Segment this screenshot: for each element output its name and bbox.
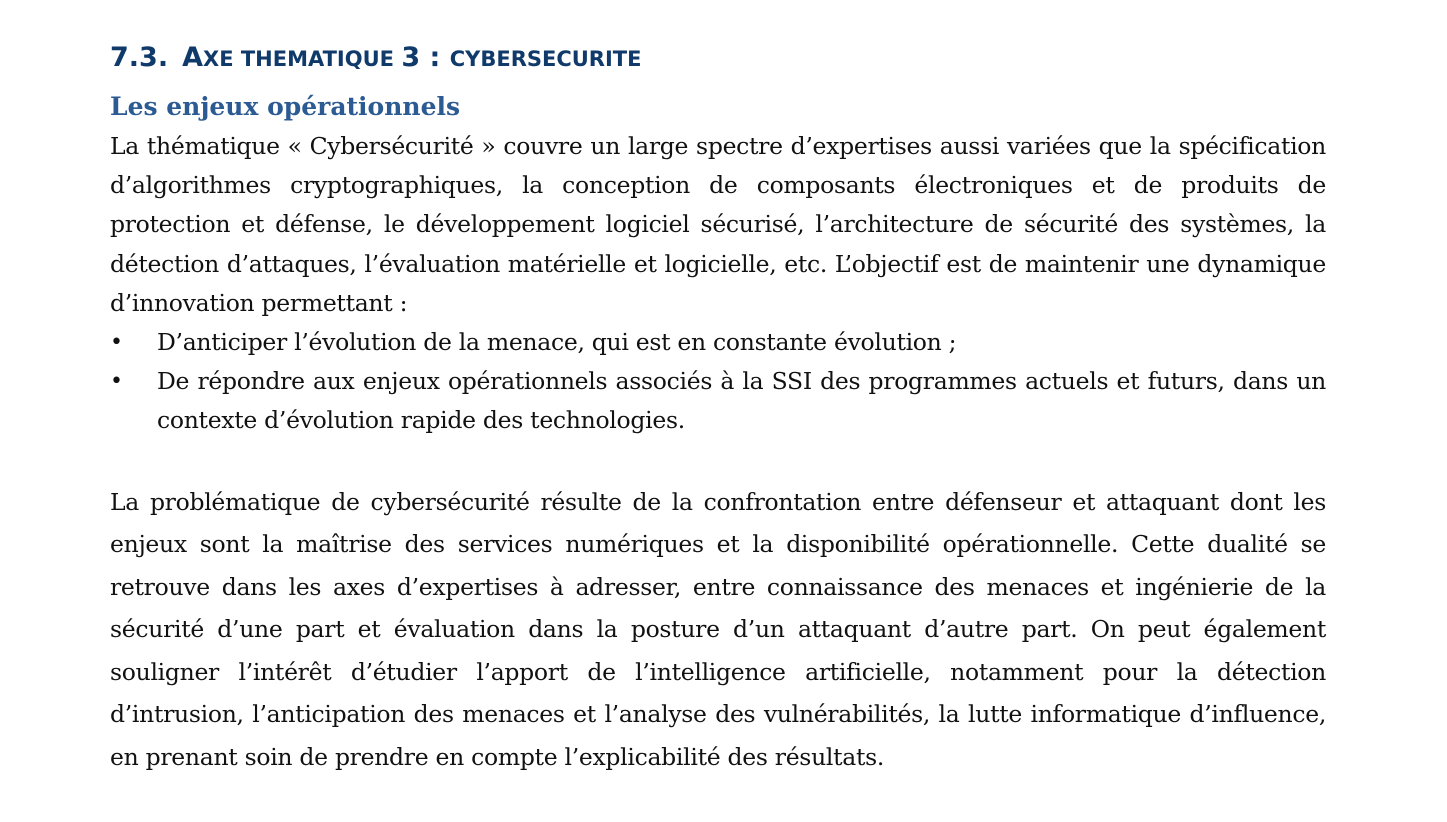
section-heading xyxy=(110,40,1326,76)
bullet-text: D’anticiper l’évolution de la menace, qui est en constante évolution ; xyxy=(157,328,957,357)
bullet-list xyxy=(110,323,1326,441)
bullet-icon: • xyxy=(110,369,123,395)
bullet-text: De répondre aux enjeux opérationnels associés à la SSI des programmes actuels et futurs, dans un contexte d’évolution rapide des technologies. xyxy=(157,367,1326,435)
paragraph-problematique: La problématique de cybersécurité résulte de la confrontation entre défenseur et attaquant dont les enjeux sont la maîtrise des services numériques et la disponibilité opérationnelle. Cette dualité se retrouve dans les axes d’expertises à adresser, entre connaissance des menaces et ingénierie de la sécurité d’une part et évaluation dans la posture d’un attaquant d’autre part. On peut également souligner l’intérêt d’étudier l’apport de l’intelligence artificielle, notamment pour la détection d’intrusion, l’anticipation des menaces et l’analyse des vulnérabilités, la lutte informatique d’influence, en prenant soin de prendre en compte l’explicabilité des résultats. xyxy=(110,487,1326,771)
subheading: Les enjeux opérationnels xyxy=(110,92,461,121)
document-page xyxy=(110,40,1326,778)
section-number: 7.3. xyxy=(110,42,169,73)
section-title-part: XE THEMATIQUE xyxy=(203,47,402,71)
section-title-end: CYBERSECURITE xyxy=(449,47,642,71)
bullet-item xyxy=(110,323,1326,362)
paragraph-intro: La thématique « Cybersécurité » couvre un large spectre d’expertises aussi variées que la spécification d’algorithmes cryptographiques, la conception de composants électroniques et de produits de protection et défense, le développement logiciel sécurisé, l’architecture de sécurité des systèmes, la détection d’attaques, l’évaluation matérielle et logicielle, etc. L’objectif est de maintenir une dynamique d’innovation permettant : xyxy=(110,132,1326,317)
section-title-initial: A xyxy=(182,42,203,73)
section-title-number: 3 xyxy=(401,42,421,73)
bullet-item xyxy=(110,362,1326,440)
bullet-icon: • xyxy=(110,330,123,356)
section-title-separator: : xyxy=(420,42,450,73)
